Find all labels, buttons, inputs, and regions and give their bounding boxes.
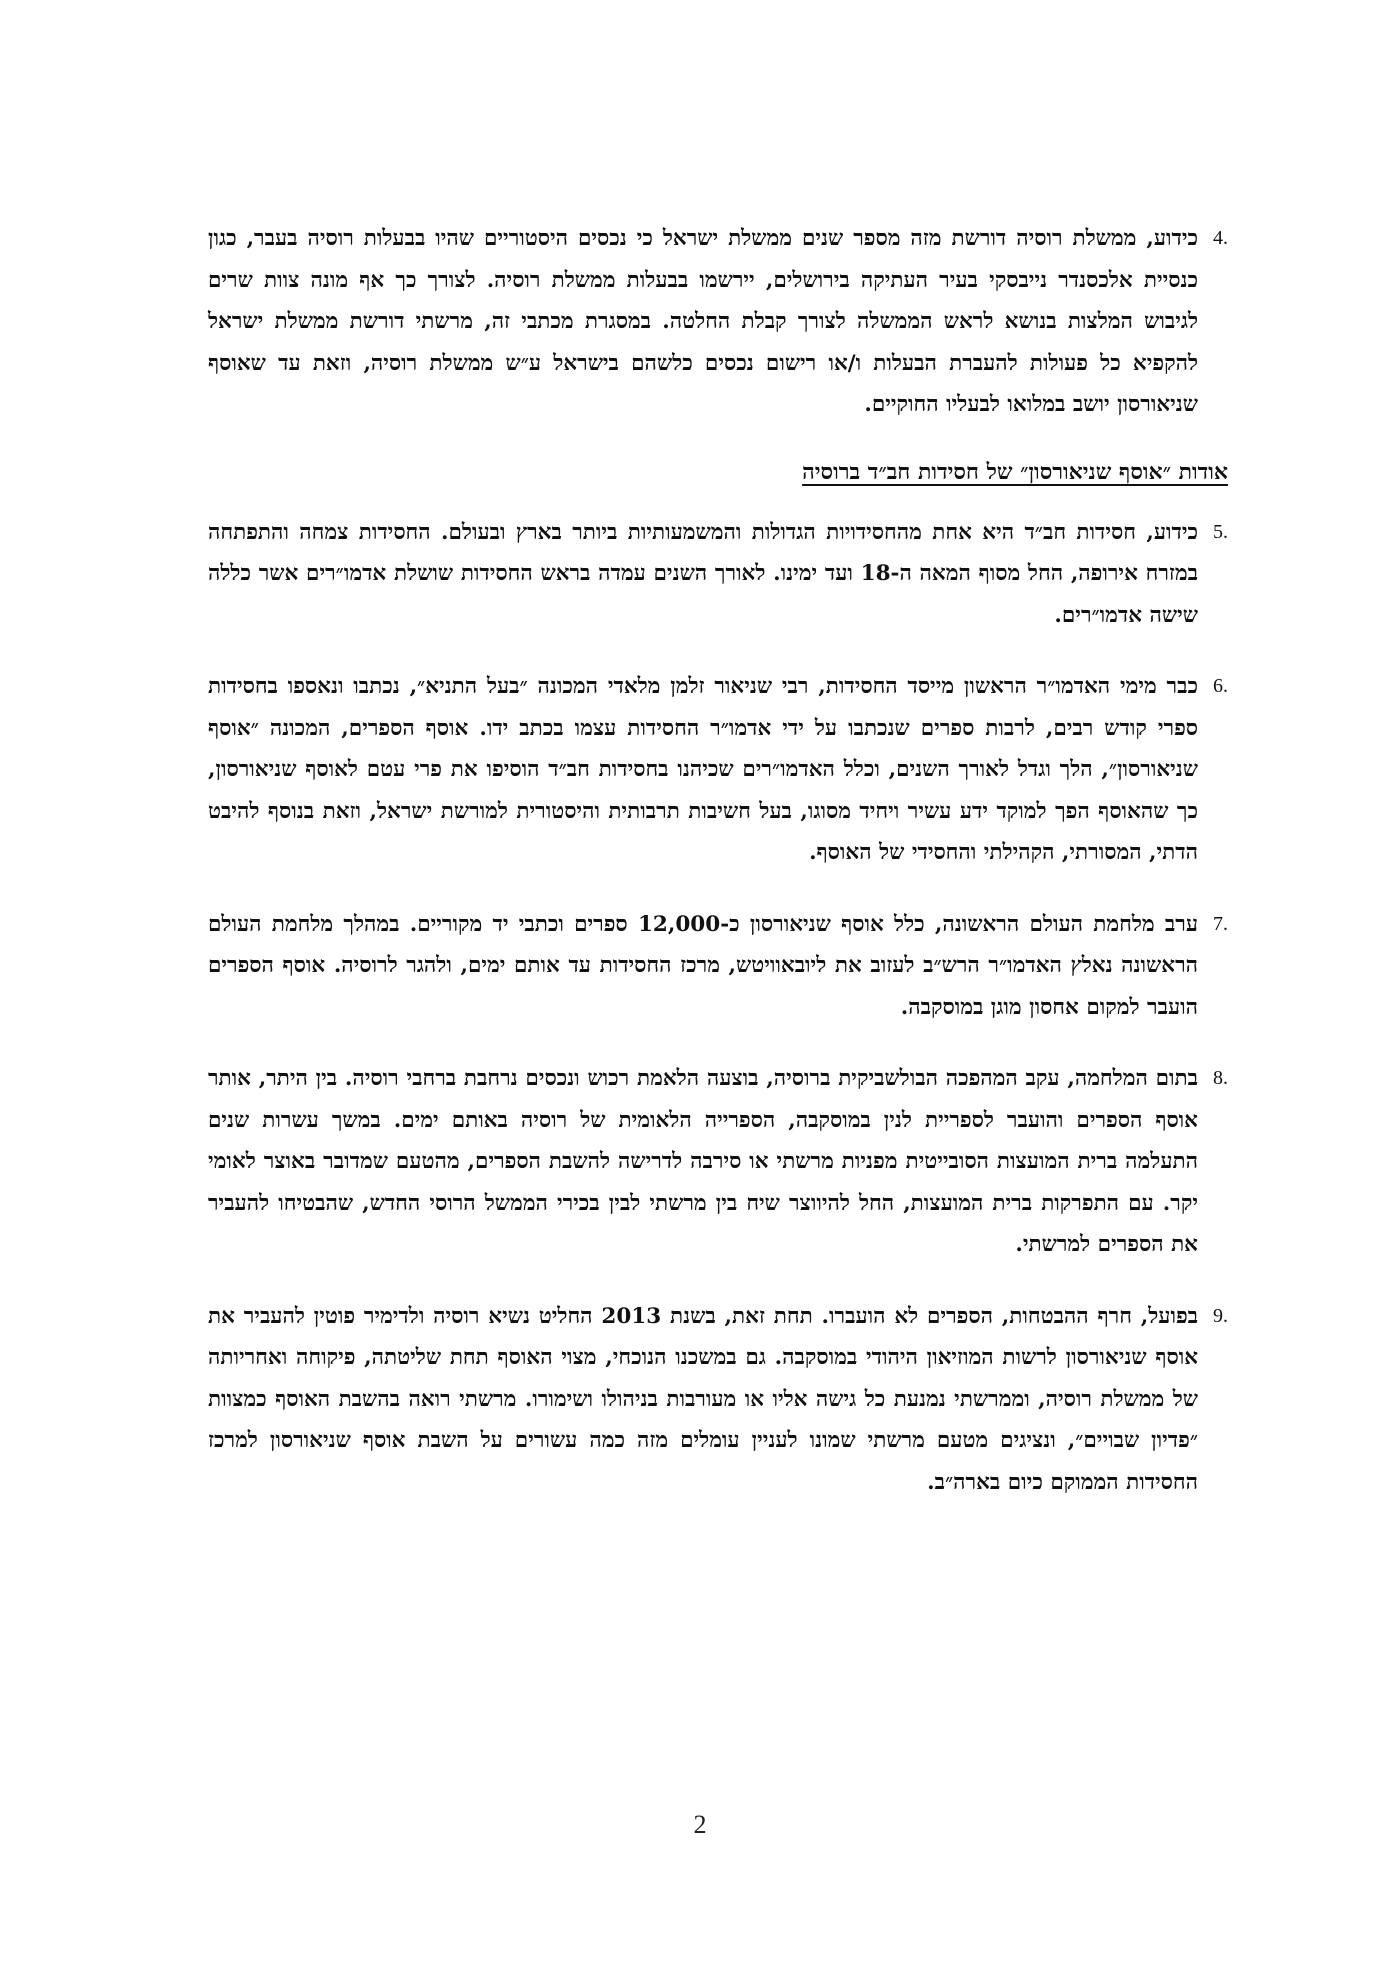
paragraph-8	[208, 1058, 1228, 1266]
paragraph-text: כידוע, חסידות חב״ד היא אחת מהחסידויות הגדולות והמשמעותיות ביותר בארץ ובעולם. החסידות צמחה והתפתחה במזרח אירופה, החל מסוף המאה ה-18 ועד ימינו. לאורך השנים עמדה בראש החסידות שושלת אדמו״רים אשר כללה שישה אדמו״רים.	[208, 519, 1198, 628]
paragraph-number: 5.	[1213, 520, 1228, 543]
paragraph-6	[208, 666, 1228, 874]
paragraph-text: בפועל, חרף ההבטחות, הספרים לא הועברו. תחת זאת, בשנת 2013 החליט נשיא רוסיה ולדימיר פוטין להעביר את אוסף שניאורסון לרשות המוזיאון היהודי במוסקבה. גם במשכנו הנוכחי, מצוי האוסף תחת שליטתה, פיקוחה ואחריותה של ממשלת רוסיה, וממרשתי נמנעת כל גישה אליו או מעורבות בניהולו ושימורו. מרשתי רואה בהשבת האוסף כמצוות ״פדיון שבויים״, ונציגים מטעם מרשתי שמונו לעניין עומלים מזה כמה עשורים על השבת אוסף שניאורסון למרכז החסידות הממוקם כיום בארה״ב.	[208, 1303, 1199, 1495]
paragraph-number: 6.	[1213, 675, 1228, 697]
page-number: 2	[693, 1810, 707, 1839]
paragraph-5	[208, 512, 1228, 637]
paragraph-7	[208, 904, 1228, 1029]
paragraph-number: 9.	[1213, 1304, 1228, 1327]
paragraph-text: כידוע, ממשלת רוסיה דורשת מזה מספר שנים ממשלת ישראל כי נכסים היסטוריים שהיו בבעלות רוסיה בעבר, כגון כנסיית אלכסנדר נייבסקי בעיר העתיקה בירושלים, יירשמו בבעלות ממשלת רוסיה. לצורך כך אף מונה צוות שרים לגיבוש המלצות בנושא לראש הממשלה לצורך קבלת החלטה. במסגרת מכתבי זה, מרשתי דורשת ממשלת ישראל להקפיא כל פעולות להעברת הבעלות ו/או רישום נכסים כלשהם בישראל ע״ש ממשלת רוסיה, וזאת עד שאוסף שניאורסון יושב במלואו לבעליו החוקיים.	[208, 226, 1198, 417]
paragraph-9	[208, 1296, 1228, 1504]
paragraph-text: כבר מימי האדמו״ר הראשון מייסד החסידות, רבי שניאור זלמן מלאדי המכונה ״בעל התניא״, נכתבו ונאספו בחסידות ספרי קודש רבים, לרבות ספרים שנכתבו על ידי אדמו״ר החסידות עצמו בכתב ידו. אוסף הספרים, המכונה ״אוסף שניאורסון״, הלך וגדל לאורך השנים, וכלל האדמו״רים שכיהנו בחסידות חב״ד הוסיפו את פרי עטם לאוסף שניאורסון, כך שהאוסף הפך למוקד ידע עשיר ויחיד מסוגו, בעל חשיבות תרבותית והיסטורית למורשת ישראל, וזאת בנוסף להיבט הדתי, המסורתי, הקהילתי והחסידי של האוסף.	[208, 674, 1198, 865]
paragraph-number: 4.	[1213, 227, 1228, 249]
paragraph-text: ערב מלחמת העולם הראשונה, כלל אוסף שניאורסון כ-12,000 ספרים וכתבי יד מקוריים. במהלך מלחמת העולם הראשונה נאלץ האדמו״ר הרש״ב לעזוב את ליובאוויטש, מרכז החסידות עד אותם ימים, ולהגר לרוסיה. אוסף הספרים הועבר למקום אחסון מוגן במוסקבה.	[208, 911, 1198, 1020]
paragraph-4	[208, 218, 1228, 426]
document-body	[208, 218, 1228, 1533]
section-heading: אודות ״אוסף שניאורסון״ של חסידות חב״ד ברוסיה	[802, 458, 1228, 485]
paragraph-text: בתום המלחמה, עקב המהפכה הבולשביקית ברוסיה, בוצעה הלאמת רכוש ונכסים נרחבת ברחבי רוסיה. בין היתר, אותר אוסף הספרים והועבר לספריית לנין במוסקבה, הספרייה הלאומית של רוסיה באותם ימים. במשך עשרות שנים התעלמה ברית המועצות הסובייטית מפניות מרשתי או סירבה לדרישה להשבת הספרים, מהטעם שמדובר באוצר לאומי יקר. עם התפרקות ברית המועצות, החל להיווצר שיח בין מרשתי לבין בכירי הממשל הרוסי החדש, שהבטיחו להעביר את הספרים למרשתי.	[208, 1066, 1198, 1257]
paragraph-number: 8.	[1213, 1067, 1228, 1089]
paragraph-number: 7.	[1213, 912, 1228, 935]
